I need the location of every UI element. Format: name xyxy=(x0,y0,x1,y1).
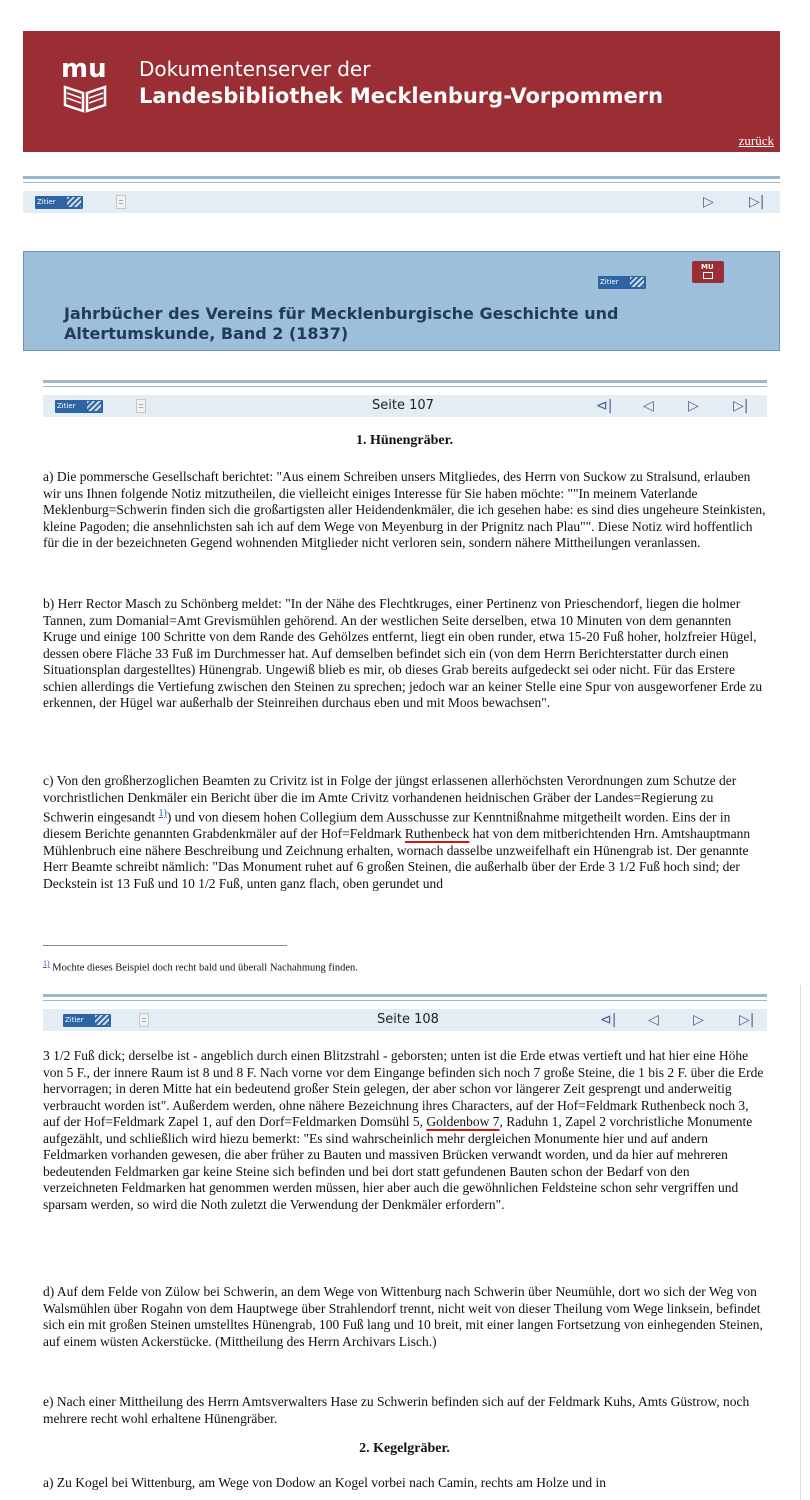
cite-icon xyxy=(67,197,81,207)
header-title-line1: Dokumentenserver der xyxy=(139,57,371,81)
page-107-toolbar xyxy=(43,395,767,417)
prev-page-button[interactable]: ◁ xyxy=(648,1012,659,1028)
next-page-button[interactable]: ▷ xyxy=(703,194,714,210)
paragraph-e: e) Nach einer Mittheilung des Herrn Amtsverwalters Hase zu Schwerin befinden sich auf der Feldmark Kuhs, Amts Güstrow, noch mehrere recht wohl erhaltene Hünengräber. xyxy=(43,1394,750,1426)
cite-button[interactable]: Zitier xyxy=(35,196,83,209)
section-heading-2: 2. Kegelgräber. xyxy=(359,1441,450,1456)
footnote: $^{1)}$ Mochte dieses Beispiel doch recht bald und überall Nachahmung finden. xyxy=(43,959,358,974)
divider xyxy=(43,1000,767,1001)
cite-icon xyxy=(95,1015,109,1025)
paragraph-c: c) Von den großherzoglichen Beamten zu Crivitz ist in Folge der jüngst erlassenen allerhöchsten Verordnungen zum Schutze der vorchristlichen Denkmäler ein Bericht über die im Amte Crivitz vorhandenen heidnischen Gräber der Landes=Regierung zu Schwerin eingesandt $^{1)}$) und von diesem hohen Collegium dem Ausschusse zur Kenntnißnahme mitgetheilt worden. Eins der in diesem Berichte genannten Grabdenkmäler auf der Hof=Feldmark Ruthenbeck hat von dem mitberichtenden Hrn. Amtshauptmann Mühlenbruch eine nähere Beschreibung und Zeichnung erhalten, wornach dasselbe unzweifelhaft ein Hünengrab ist. Der genannte Herr Beamte schreibt nämlich: "Das Monument ruhet auf 6 großen Steinen, die außerhalb über der Erde 3 1/2 Fuß hoch sind; der Deckstein ist 13 Fuß und 10 1/2 Fuß, unten ganz flach, oben gerundet und xyxy=(43,773,751,891)
paragraph-a: a) Die pommersche Gesellschaft berichtet: "Aus einem Schreiben unsers Mitgliedes, des Herrn von Suckow zu Stralsund, erlauben wir uns Ihnen folgende Notiz mitzutheilen, die vielleicht einiges Interesse für Sie haben möchte: ""In meinem Vaterlande Meklenburg=Schwerin finden sich die großartigsten aller Heidendenkmäler, die ich gesehen habe: es sind dies ungeheure Steinkisten, kleine Pagoden; die ansehnlichsten sah ich auf dem Wege von Meyenburg in der Prignitz nach Plau"". Diese Notiz wird hoffentlich für die in der bezeichneten Gegend wohnenden Mitglieder nicht verloren sein, sondern nähere Mittheilungen veranlassen. xyxy=(43,469,766,550)
cite-button[interactable]: Zitier xyxy=(63,1014,111,1027)
divider xyxy=(23,176,780,179)
scroll-edge xyxy=(800,985,801,1500)
next-page-button[interactable]: ▷ xyxy=(693,1012,704,1028)
last-page-button[interactable]: ▷| xyxy=(739,1012,755,1028)
divider xyxy=(43,994,767,997)
journal-panel xyxy=(23,251,780,351)
header-title-line2: Landesbibliothek Mecklenburg-Vorpommern xyxy=(139,84,664,108)
document-icon[interactable] xyxy=(136,399,146,413)
footnote-anchor[interactable]: 1) xyxy=(43,959,50,968)
next-page-button[interactable]: ▷ xyxy=(688,398,699,414)
place-ruthenbeck[interactable]: Ruthenbeck xyxy=(404,826,470,841)
page-number: Seite 107 xyxy=(372,398,434,413)
last-page-button[interactable]: ▷| xyxy=(733,398,749,414)
divider xyxy=(23,182,780,183)
library-logo-button[interactable]: MU xyxy=(692,261,724,283)
cite-icon xyxy=(87,401,101,411)
divider xyxy=(43,380,767,383)
first-page-button[interactable]: ⊲| xyxy=(596,398,613,414)
page-108-toolbar xyxy=(43,1009,767,1031)
document-icon[interactable] xyxy=(116,195,126,209)
cite-button[interactable]: Zitier xyxy=(55,400,103,413)
site-header xyxy=(23,31,780,152)
paragraph-b: b) Herr Rector Masch zu Schönberg meldet: "In der Nähe des Flechtkruges, einer Pertinenz von Prieschendorf, liegen die holmer Tannen, zum Domanial=Amt Grevismühlen gehörend. An der westlichen Seite derselben, etwa 10 Minuten von dem genannten Kruge und einige 100 Schritte von dem Rande des Gehölzes entfernt, liegt ein oben runder, etwa 15-20 Fuß hoher, holzfreier Hügel, dessen obere Fläche 33 Fuß im Durchmesser hat. Auf demselben befindet sich ein (von dem Herrn Berichterstatter durch einen Situationsplan dargestelltes) Hünengrab. Ungewiß blieb es mir, ob dieses Grab bereits aufgedeckt sei oder nicht. Für das Erstere schien allerdings die Vertiefung zwischen den Steinen zu sprechen; jedoch war an keiner Stelle eine Spur von ausgeworfener Erde zu erkennen, der Hügel war außerhalb der Steinreihen durchaus eben und mit Moos bewachsen". xyxy=(43,596,763,710)
top-toolbar xyxy=(23,191,780,213)
place-goldenbow[interactable]: Goldenbow 7 xyxy=(426,1114,500,1129)
divider xyxy=(43,386,767,387)
paragraph-a2: a) Zu Kogel bei Wittenburg, am Wege von Dodow an Kogel vorbei nach Camin, rechts am Holze und in xyxy=(43,1475,606,1490)
last-page-button[interactable]: ▷| xyxy=(749,194,765,210)
svg-text:mu: mu xyxy=(61,54,107,84)
section-heading: 1. Hünengräber. xyxy=(355,433,454,448)
footnote-link[interactable]: 1) xyxy=(158,808,167,819)
document-icon[interactable] xyxy=(139,1013,149,1027)
cite-icon xyxy=(630,277,644,287)
back-link[interactable]: zurück xyxy=(738,133,774,148)
cite-button[interactable]: Zitier xyxy=(598,276,646,289)
footnote-divider xyxy=(43,945,287,946)
prev-page-button[interactable]: ◁ xyxy=(643,398,654,414)
library-logo-icon xyxy=(61,53,109,117)
journal-title: Jahrbücher des Vereins für Mecklenburgische Geschichte und Altertumskunde, Band 2 (1837) xyxy=(64,304,619,343)
book-icon xyxy=(703,272,713,279)
paragraph-continued: 3 1/2 Fuß dick; derselbe ist - angeblich durch einen Blitzstrahl - geborsten; unten ist die Erde etwas vertieft und hat hier eine Höhe von 5 F., der innere Raum ist 8 und 8 F. Nach vorne vor dem Eingange befinden sich noch 7 große Steine, die 1 bis 2 F. über die Erde hervorragen; in deren Mitte hat ein bedeutend großer Stein gelegen, der aber schon vor längerer Zeit gesprengt und anderweitig verbraucht worden ist". Außerdem werden, ohne nähere Bezeichnung ihres Characters, auf der Hof=Feldmark Ruthenbeck noch 3, auf der Hof=Feldmark Zapel 1, auf den Dorf=Feldmarken Domsühl 5, Goldenbow 7, Raduhn 1, Zapel 2 vorchristliche Monumente aufgezählt, und schließlich wird hiezu bemerkt: "Es sind wahrscheinlich mehr dergleichen Monumente hier und auf andern Feldmarken vorhanden gewesen, die aber früher zu Bauten und massiven Brücken verwandt worden, und da hier auf mehreren bedeutenden Feldmarken gar keine Steine sich befinden und bei dort statt gefundenen Bauten schon der Bedarf von den verzeichneten Feldmarken hat genommen werden müssen, hier aber auch die gewöhnlichen Feldsteine schon sehr vergriffen und sparsam werden, so wird die Noth zuletzt die Verwendung der Denkmäler erfordern". xyxy=(43,1048,764,1212)
page-number: Seite 108 xyxy=(377,1012,439,1027)
first-page-button[interactable]: ⊲| xyxy=(600,1012,617,1028)
paragraph-d: d) Auf dem Felde von Zülow bei Schwerin, an dem Wege von Wittenburg nach Schwerin über Neumühle, dort wo sich der Weg von Walsmühlen über Rogahn von dem Hauptwege über Strahlendorf trennt, nicht weit von dieser Theilung vom Wege linksein, befindet sich ein mit großen Steinen umstelltes Hünengrab, 100 Fuß lang und 10 breit, mit einer langen Fortsetzung von einhegenden Steinen, auf einem wüsten Ackerstücke. (Mittheilung des Herrn Archivars Lisch.) xyxy=(43,1284,763,1349)
